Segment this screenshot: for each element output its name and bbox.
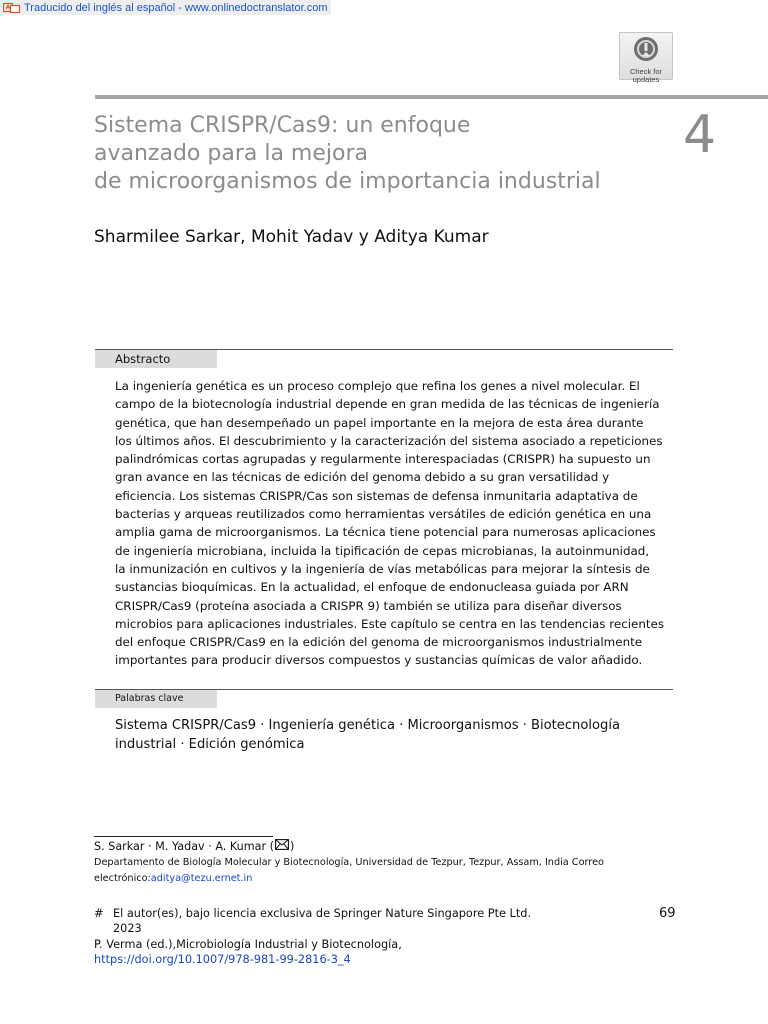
abstract-line: amplia gama de microorganismos. La técnica tiene potencial para numerosas aplicaciones [115,525,656,540]
abstract-line: microbios para aplicaciones industriales. Este capítulo se centra en las tendencias recientes [115,616,665,631]
abstract-line: la inmunización en cultivos y la ingeniería de vías metabólicas para mejorar la síntesis de [115,561,650,576]
page-number: 69 [659,906,676,921]
abstract-line: los últimos años. El descubrimiento y la caracterización del sistema asociado a repeticiones [115,433,663,448]
abstract-line: de ingeniería microbiana, incluida la tipificación de cepas microbianas, la autoinmunidad, [115,543,650,558]
keywords-text [115,716,675,754]
translator-logo-icon [3,2,21,13]
abstract-line: La ingeniería genética es un proceso complejo que refina los genes a nivel molecular. El [115,379,640,393]
check-for-updates-badge[interactable] [619,32,673,84]
chapter-title-line: de microorganismos de importancia industrial [94,169,601,194]
doi-link[interactable]: https://doi.org/10.1007/978-981-99-2816-3_4 [94,953,351,966]
translator-bar[interactable] [0,0,331,15]
footnote-rule [94,836,273,837]
abstract-line: importantes para producir diversos compuestos y sustancias químicas de valor añadido. [115,653,643,668]
check-updates-icon [633,36,659,66]
chapter-authors: Sharmilee Sarkar, Mohit Yadav y Aditya Kumar [94,227,489,247]
abstract-line: CRISPR/Cas9 (proteína asociada a CRISPR 9) también se utiliza para diseñar diversos [115,598,622,613]
keywords-label: Palabras clave [95,690,217,708]
chapter-title-line: Sistema CRISPR/Cas9: un enfoque [94,113,471,138]
abstract-line: palindrómicas cortas agrupadas y regularmente interespaciadas (CRISPR) ha supuesto un [115,452,651,467]
abstract-line: campo de la biotecnología industrial depende en gran medida de las técnicas de ingeniería [115,397,660,412]
envelope-icon[interactable] [275,839,289,854]
abstract-text [115,377,680,670]
abstract-line: bacterias y arqueas reutilizados como herramientas versátiles de edición genética en una [115,507,652,522]
abstract-line: gran avance en las técnicas de edición del genoma debido a su gran versatilidad y [115,470,610,485]
abstract-line: eficiencia. Los sistemas CRISPR/Cas son sistemas de defensa inmunitaria adaptativa de [115,488,638,503]
translator-link[interactable]: Traducido del inglés al español - www.onlinedoctranslator.com [24,1,328,14]
keywords-line: industrial · Edición genómica [115,737,305,752]
abstract-line: sustancias bioquímicas. En la actualidad, el enfoque de endonucleasa guiada por ARN [115,580,629,595]
check-updates-label: Check for updates [629,67,663,84]
footnote-authors: S. Sarkar · M. Yadav · A. Kumar ( ) [94,840,295,853]
chapter-title [94,112,654,196]
book-citation: P. Verma (ed.),Microbiología Industrial y Biotecnología, [94,938,402,951]
chapter-number: 4 [683,105,717,165]
keywords-line: Sistema CRISPR/Cas9 · Ingeniería genética · Microorganismos · Biotecnología [115,718,620,733]
chapter-top-rule [95,95,768,99]
chapter-title-line: avanzado para la mejora [94,141,368,166]
abstract-label: Abstracto [95,350,217,368]
abstract-line: del enfoque CRISPR/Cas9 en la edición del genoma de microorganismos industrialmente [115,635,643,650]
abstract-line: genética, que han desempeñado un papel importante en la mejora de esta área durante [115,415,644,430]
footnote-affiliation: Departamento de Biología Molecular y Biotecnología, Universidad de Tezpur, Tezpur, Assam, India Correo electrónico:aditya@tezu.ernet.in [94,857,604,884]
copyright-text: El autor(es), bajo licencia exclusiva de Springer Nature Singapore Pte Ltd. 2023 [113,907,532,935]
email-link[interactable]: aditya@tezu.ernet.in [150,872,253,884]
copyright-symbol: # [94,906,104,920]
